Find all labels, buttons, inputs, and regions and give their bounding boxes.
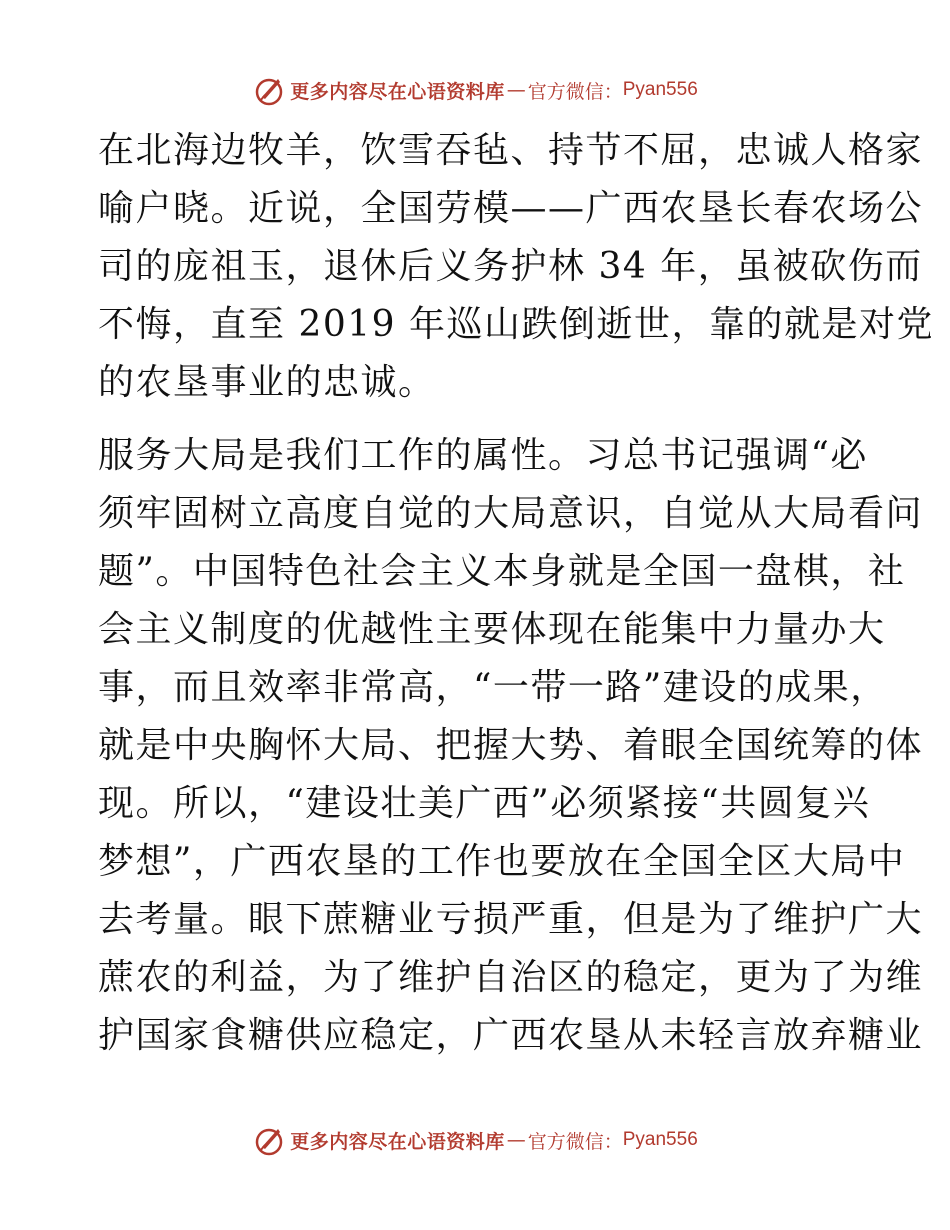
footer-banner <box>0 1120 950 1160</box>
banner-dash: — <box>506 1129 526 1151</box>
text-line: 司的庞祖玉，退休后义务护林 34 年，虽被砍伤而 <box>98 246 923 287</box>
text-line: 梦想”，广西农垦的工作也要放在全国全区大局中 <box>98 841 906 882</box>
text-line: 喻户晓。近说，全国劳模——广西农垦长春农场公 <box>98 188 924 229</box>
banner-wechat-handle: Pyan556 <box>622 1129 698 1150</box>
text-line: 现。所以，“建设壮美广西”必须紧接“共圆复兴 <box>98 783 871 824</box>
banner-wechat-handle: Pyan556 <box>622 79 698 100</box>
banner-wechat-label: 官方微信： <box>527 80 623 103</box>
banner-wechat-label: 官方微信： <box>527 1130 623 1153</box>
banner-dash: — <box>506 79 526 101</box>
text-line: 在北海边牧羊，饮雪吞毡、持节不屈，忠诚人格家 <box>98 130 924 171</box>
document-body <box>98 122 935 1065</box>
text-line: 会主义制度的优越性主要体现在能集中力量办大 <box>98 609 886 650</box>
feather-logo-icon <box>252 1123 286 1157</box>
text-line: 护国家食糖供应稳定，广西农垦从未轻言放弃糖业 <box>98 1015 924 1056</box>
paragraph-2 <box>98 427 924 1065</box>
text-line: 蔗农的利益，为了维护自治区的稳定，更为了为维 <box>98 957 924 998</box>
text-line: 须牢固树立高度自觉的大局意识，自觉从大局看问 <box>98 493 924 534</box>
banner-main-text: 更多内容尽在心语资料库 <box>290 1130 505 1153</box>
text-line: 题”。中国特色社会主义本身就是全国一盘棋，社 <box>98 551 906 592</box>
text-line: 就是中央胸怀大局、把握大势、着眼全国统筹的体 <box>98 725 924 766</box>
header-banner <box>0 70 950 110</box>
banner-main-text: 更多内容尽在心语资料库 <box>290 80 505 103</box>
paragraph-1 <box>98 122 935 412</box>
text-line: 不悔，直至 2019 年巡山跌倒逝世，靠的就是对党 <box>98 304 935 345</box>
feather-logo-icon <box>252 73 286 107</box>
text-line: 服务大局是我们工作的属性。习总书记强调“必 <box>98 435 868 476</box>
text-line: 的农垦事业的忠诚。 <box>98 362 436 403</box>
text-line: 去考量。眼下蔗糖业亏损严重，但是为了维护广大 <box>98 899 924 940</box>
text-line: 事，而且效率非常高，“一带一路”建设的成果， <box>98 667 888 708</box>
